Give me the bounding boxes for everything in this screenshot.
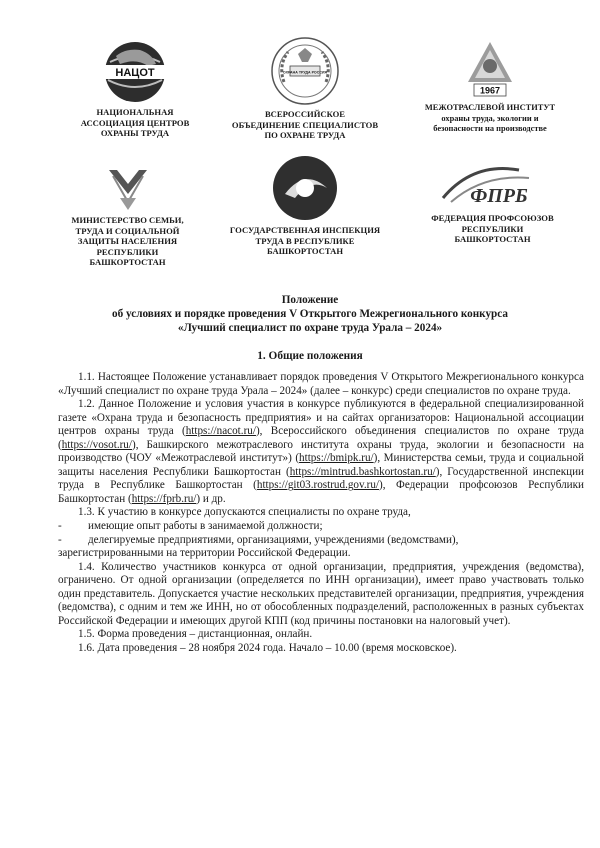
- fprb-logo-text: ФПРБ: [469, 185, 528, 207]
- org-vosot: [215, 36, 395, 141]
- vosot-wreath-logo: [270, 36, 340, 106]
- nacot-logo-text: НАЦОТ: [115, 67, 155, 79]
- link-git[interactable]: https://git03.rostrud.gov.ru/: [256, 479, 380, 492]
- text-fragment: 1.2. Данное Положение и условия участия в конкурсе публикуются в федеральной специализированной газете «Охрана труда и безопасность предприятия» и на сайтах организаторов: Национальной ассоциации центров охраны труда (: [58, 398, 584, 438]
- title-line-1: Положение: [281, 294, 339, 306]
- paragraph-1-2: [58, 398, 584, 506]
- mintrud-logo: [103, 162, 153, 212]
- paragraph-1-6: 1.6. Дата проведения – 28 ноября 2024 года. Начало – 10.00 (время московское).: [78, 641, 457, 654]
- list-item-text: делегируемые предприятиями, организациями, учреждениями (ведомствами),: [88, 533, 459, 546]
- fprb-logo: [433, 164, 553, 210]
- org-bmipk: [400, 38, 580, 135]
- list-item: - имеющие опыт работы в занимаемой должности;: [58, 520, 584, 534]
- paragraph-1-5: 1.5. Форма проведения – дистанционная, онлайн.: [78, 628, 313, 641]
- vosot-logo-text: ОХРАНА ТРУДА РОССИЯ: [282, 70, 328, 75]
- text-fragment: ) и др.: [196, 492, 226, 505]
- title-line-2: об условиях и порядке проведения V Открытого Межрегионального конкурса: [112, 308, 508, 320]
- title-line-3: «Лучший специалист по охране труда Урала – 2024»: [177, 322, 443, 334]
- document-body: [58, 371, 584, 655]
- org-git: [210, 154, 400, 257]
- text-fragment: ), Всероссийского объединения специалистов по охране труда (: [58, 425, 584, 451]
- bmipk-logo-year: 1967: [479, 85, 501, 96]
- link-mintrud[interactable]: https://mintrud.bashkortostan.ru/: [289, 465, 436, 478]
- org-nacot: [60, 40, 210, 139]
- paragraph-1-4: 1.4. Количество участников конкурса от одной организации, предприятия, учреждения (ведомства), ограничено. От одной организации (определяется по ИНН организации), имеет право участвовать только один представитель. Допускается участие нескольких представителей организации, предприятия, учреждения (ведомства), с одним и тем же ИНН, но от обособленных подразделений, расположенных в разных субъектах Российской Федерации и имеющих другой КПП (код причины постановки на налоговый учет).: [58, 560, 584, 627]
- text-fragment: ), Федерации профсоюзов Республики Башкортостан (: [58, 479, 584, 505]
- paragraph-1-1: 1.1. Настоящее Положение устанавливает порядок проведения V Открытого Межрегионального конкурса «Лучший специалист по охране труда Урала – 2024» (далее – конкурс) среди специалистов по охране труда.: [58, 371, 584, 397]
- nacot-globe-logo: [96, 40, 174, 104]
- org-name-bmipk: МЕЖОТРАСЛЕВОЙ ИНСТИТУТ охраны труда, экологии и безопасности на производстве: [424, 103, 556, 134]
- link-vosot[interactable]: https://vosot.ru/: [61, 438, 132, 451]
- link-bmipk[interactable]: https://bmipk.ru/: [299, 452, 374, 465]
- paragraph-1-3: 1.3. К участию в конкурсе допускаются специалисты по охране труда,: [78, 506, 411, 519]
- link-nacot[interactable]: https://nacot.ru/: [185, 425, 256, 438]
- org-name-fprb: ФЕДЕРАЦИЯ ПРОФСОЮЗОВ РЕСПУБЛИКИ БАШКОРТОСТАН: [431, 213, 554, 245]
- list-item: - делегируемые предприятиями, организациями, учреждениями (ведомствами),: [58, 534, 584, 548]
- link-fprb[interactable]: https://fprb.ru/: [131, 492, 197, 505]
- list-item-text: имеющие опыт работы в занимаемой должности;: [88, 520, 323, 533]
- section-heading: 1. Общие положения: [257, 350, 363, 362]
- list-item-continuation: зарегистрированными на территории Российской Федерации.: [58, 547, 351, 560]
- org-name-nacot: НАЦИОНАЛЬНАЯ АССОЦИАЦИЯ ЦЕНТРОВ ОХРАНЫ ТРУДА: [80, 107, 190, 139]
- text-fragment: ), Башкирского межотраслевого института охраны труда, экологии и безопасности на производство (ЧОУ «Межотраслевой институт») (: [58, 438, 584, 465]
- git-logo: [271, 154, 339, 222]
- org-name-vosot: ВСЕРОССИЙСКОЕ ОБЪЕДИНЕНИЕ СПЕЦИАЛИСТОВ ПО ОХРАНЕ ТРУДА: [231, 109, 379, 141]
- org-name-git: ГОСУДАРСТВЕННАЯ ИНСПЕКЦИЯ ТРУДА В РЕСПУБЛИКЕ БАШКОРТОСТАН: [229, 225, 381, 257]
- org-name-mintrud: МИНИСТЕРСТВО СЕМЬИ, ТРУДА И СОЦИАЛЬНОЙ ЗАЩИТЫ НАСЕЛЕНИЯ РЕСПУБЛИКИ БАШКОРТОСТАН: [71, 215, 184, 268]
- org-mintrud: [40, 162, 215, 268]
- org-fprb: [405, 164, 580, 245]
- text-fragment: ), Государственной инспекции труда в Республике Башкортостан (: [58, 465, 584, 492]
- text-fragment: ), Министерства семьи, труда и социальной защиты населения Республики Башкортостан (: [58, 452, 584, 478]
- bmipk-logo: [460, 38, 520, 100]
- document-title: [40, 293, 580, 335]
